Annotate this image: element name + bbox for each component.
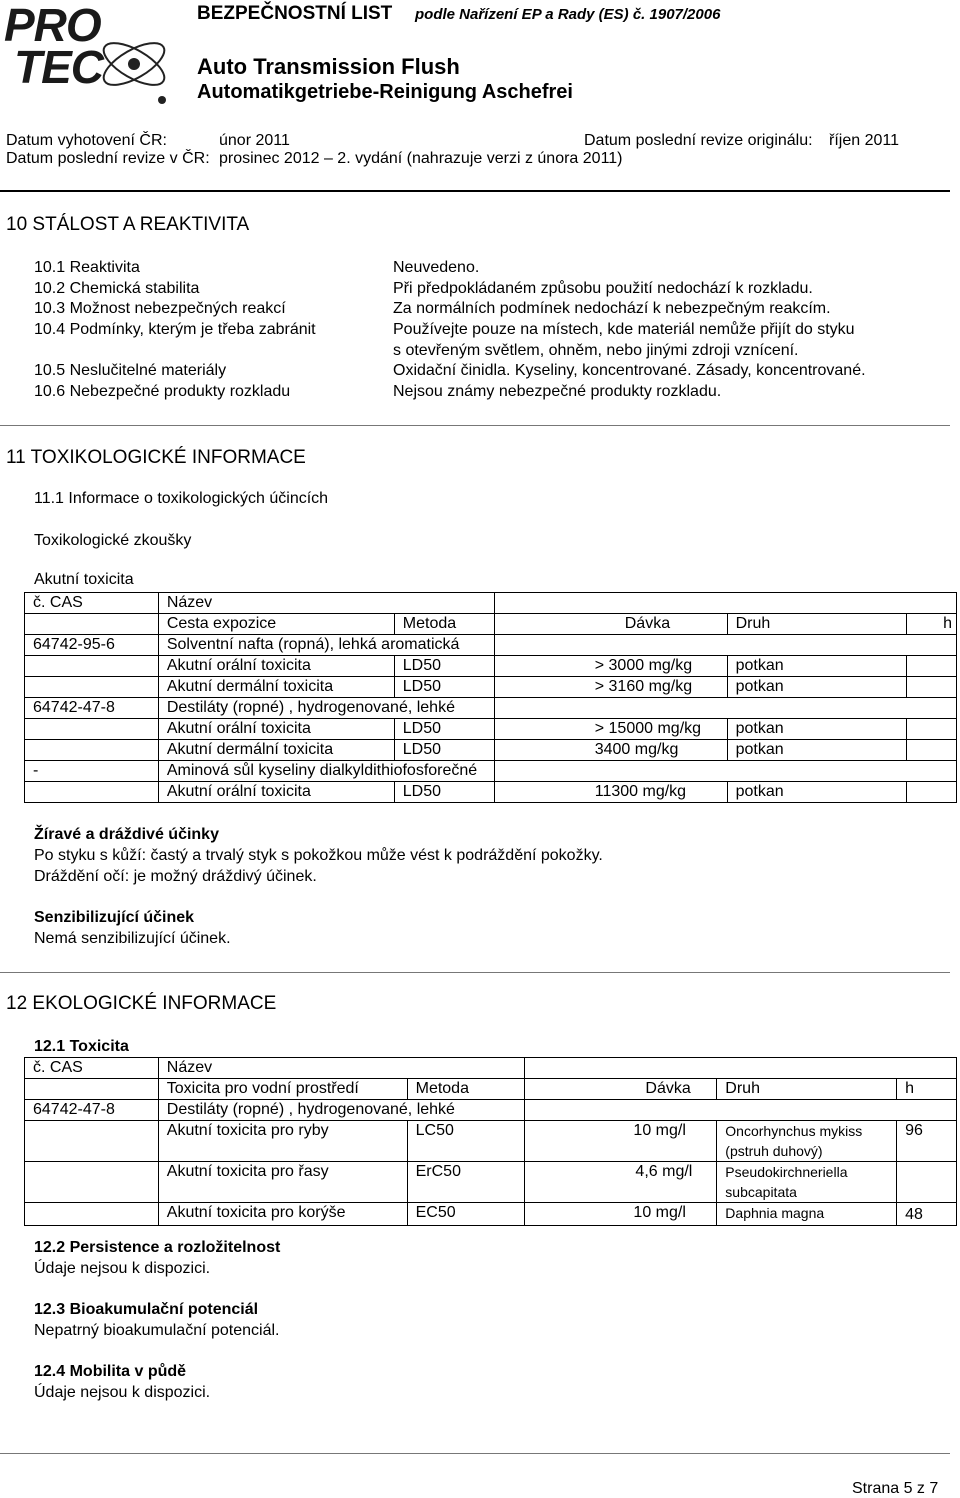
species-line-2: (pstruh duhový) bbox=[725, 1143, 823, 1159]
table-row bbox=[25, 656, 957, 677]
s10-label-4: 10.4 Podmínky, kterým je třeba zabránit bbox=[34, 321, 316, 338]
col-header-species: Druh bbox=[717, 1079, 897, 1100]
cz-revision-label: Datum poslední revize v ČR: bbox=[6, 150, 210, 167]
col-header-name: Název bbox=[158, 1058, 525, 1079]
section-12-title: 12 EKOLOGICKÉ INFORMACE bbox=[6, 993, 277, 1014]
created-label: Datum vyhotovení ČR: bbox=[6, 132, 167, 149]
species-line-2: subcapitata bbox=[725, 1184, 797, 1200]
route: Akutní orální toxicita bbox=[158, 656, 394, 677]
method: LD50 bbox=[394, 719, 494, 740]
footer-divider bbox=[0, 1453, 950, 1454]
test-type: Akutní toxicita pro korýše bbox=[158, 1203, 407, 1226]
substance-name: Solventní nafta (ropná), lehká aromatická bbox=[158, 635, 494, 656]
acute-toxicity-table bbox=[24, 592, 957, 803]
s10-label-3: 10.3 Možnost nebezpečných reakcí bbox=[34, 300, 286, 317]
table-row bbox=[25, 677, 957, 698]
method: ErC50 bbox=[407, 1162, 525, 1203]
section-10-title: 10 STÁLOST A REAKTIVITA bbox=[6, 214, 250, 235]
species bbox=[717, 1162, 897, 1203]
hours: 96 bbox=[897, 1121, 957, 1162]
route: Akutní orální toxicita bbox=[158, 782, 394, 803]
substance-name: Aminová sůl kyseliny dialkyldithiofosforečné bbox=[158, 761, 494, 782]
document-type: BEZPEČNOSTNÍ LIST bbox=[197, 3, 393, 24]
hours bbox=[897, 1162, 957, 1203]
corrosive-text-1: Po styku s kůží: častý a trvalý styk s pokožkou může vést k podráždění pokožky. bbox=[34, 847, 603, 864]
method: LC50 bbox=[407, 1121, 525, 1162]
dose: 11300 mg/kg bbox=[494, 782, 727, 803]
col-header-route: Cesta expozice bbox=[158, 614, 394, 635]
col-header-cas: č. CAS bbox=[25, 593, 159, 614]
header-divider bbox=[0, 190, 950, 192]
col-header-method: Metoda bbox=[407, 1079, 525, 1100]
page-number: Strana 5 z 7 bbox=[852, 1480, 939, 1497]
s10-label-1: 10.1 Reaktivita bbox=[34, 259, 140, 276]
species: potkan bbox=[727, 656, 906, 677]
col-header-env: Toxicita pro vodní prostředí bbox=[158, 1079, 407, 1100]
section-10-divider bbox=[0, 425, 950, 426]
species: potkan bbox=[727, 719, 906, 740]
logo-text-tec: TEC bbox=[14, 41, 103, 93]
test-type: Akutní toxicita pro ryby bbox=[158, 1121, 407, 1162]
species: potkan bbox=[727, 740, 906, 761]
method: LD50 bbox=[394, 782, 494, 803]
s10-value-4: Používejte pouze na místech, kde materiál nemůže přijít do styku bbox=[393, 321, 855, 338]
orig-revision-value: říjen 2011 bbox=[829, 132, 899, 149]
bioaccumulation-heading: 12.3 Bioakumulační potenciál bbox=[34, 1301, 259, 1318]
table-row bbox=[25, 1203, 957, 1226]
cas-number: 64742-95-6 bbox=[25, 635, 159, 656]
dose: 3400 mg/kg bbox=[494, 740, 727, 761]
table-header-row bbox=[25, 1058, 957, 1079]
species-line-1: Oncorhynchus mykiss bbox=[725, 1123, 863, 1139]
col-header-method: Metoda bbox=[394, 614, 494, 635]
dose: 4,6 mg/l bbox=[525, 1162, 717, 1203]
cz-revision-value: prosinec 2012 – 2. vydání (nahrazuje verzi z února 2011) bbox=[219, 150, 623, 167]
s10-value-2: Při předpokládaném způsobu použití nedochází k rozkladu. bbox=[393, 280, 813, 297]
table-subheader-row bbox=[25, 614, 957, 635]
section-11-divider bbox=[0, 972, 950, 973]
col-header-dose: Dávka bbox=[525, 1079, 717, 1100]
s12-toxicity-heading: 12.1 Toxicita bbox=[34, 1038, 129, 1055]
table-row bbox=[25, 719, 957, 740]
s10-value-3: Za normálních podmínek nedochází k nebezpečným reakcím. bbox=[393, 300, 831, 317]
substance-name: Destiláty (ropné) , hydrogenované, lehké bbox=[158, 1100, 525, 1121]
dose: 10 mg/l bbox=[525, 1203, 717, 1226]
s10-label-5: 10.5 Neslučitelné materiály bbox=[34, 362, 227, 379]
hours: 48 bbox=[897, 1203, 957, 1226]
test-type: Akutní toxicita pro řasy bbox=[158, 1162, 407, 1203]
route: Akutní dermální toxicita bbox=[158, 677, 394, 698]
dose: > 15000 mg/kg bbox=[494, 719, 727, 740]
persistence-text: Údaje nejsou k dispozici. bbox=[34, 1260, 211, 1277]
sensitization-heading: Senzibilizující účinek bbox=[34, 909, 195, 926]
table-row bbox=[25, 1100, 957, 1121]
created-value: únor 2011 bbox=[219, 132, 290, 149]
eco-toxicity-table bbox=[24, 1057, 957, 1226]
tox-tests-heading: Toxikologické zkoušky bbox=[34, 532, 192, 549]
bioaccumulation-text: Nepatrný bioakumulační potenciál. bbox=[34, 1322, 280, 1339]
species-line-1: Daphnia magna bbox=[725, 1205, 825, 1221]
corrosive-text-2: Dráždění očí: je možný dráždivý účinek. bbox=[34, 868, 317, 885]
col-header-cas: č. CAS bbox=[25, 1058, 159, 1079]
dose: > 3000 mg/kg bbox=[494, 656, 727, 677]
section-11-title: 11 TOXIKOLOGICKÉ INFORMACE bbox=[6, 447, 306, 468]
species bbox=[717, 1121, 897, 1162]
orig-revision-label: Datum poslední revize originálu: bbox=[584, 132, 813, 149]
s10-value-4b: s otevřeným světlem, ohněm, nebo jinými zdroji vznícení. bbox=[393, 342, 799, 359]
method: LD50 bbox=[394, 740, 494, 761]
table-header-row bbox=[25, 593, 957, 614]
mobility-text: Údaje nejsou k dispozici. bbox=[34, 1384, 211, 1401]
table-row bbox=[25, 782, 957, 803]
route: Akutní dermální toxicita bbox=[158, 740, 394, 761]
acute-toxicity-heading: Akutní toxicita bbox=[34, 571, 134, 588]
dose: > 3160 mg/kg bbox=[494, 677, 727, 698]
s11-subheading: 11.1 Informace o toxikologických účincích bbox=[34, 490, 329, 507]
logo-text-pro: PRO bbox=[4, 0, 101, 51]
table-row bbox=[25, 698, 957, 719]
s10-value-1: Neuvedeno. bbox=[393, 259, 480, 276]
table-row bbox=[25, 740, 957, 761]
species bbox=[717, 1203, 897, 1226]
col-header-h: h bbox=[907, 614, 957, 635]
persistence-heading: 12.2 Persistence a rozložitelnost bbox=[34, 1239, 281, 1256]
substance-name: Destiláty (ropné) , hydrogenované, lehké bbox=[158, 698, 494, 719]
product-name-de: Automatikgetriebe-Reinigung Aschefrei bbox=[197, 81, 573, 103]
method: LD50 bbox=[394, 677, 494, 698]
species: potkan bbox=[727, 677, 906, 698]
protec-logo bbox=[4, 2, 194, 112]
table-row bbox=[25, 761, 957, 782]
product-name: Auto Transmission Flush bbox=[197, 54, 460, 79]
dose: 10 mg/l bbox=[525, 1121, 717, 1162]
corrosive-heading: Žíravé a dráždivé účinky bbox=[34, 826, 219, 843]
table-row bbox=[25, 1121, 957, 1162]
regulation: podle Nařízení EP a Rady (ES) č. 1907/2006 bbox=[415, 6, 721, 23]
mobility-heading: 12.4 Mobilita v půdě bbox=[34, 1363, 187, 1380]
method: EC50 bbox=[407, 1203, 525, 1226]
table-row bbox=[25, 635, 957, 656]
method: LD50 bbox=[394, 656, 494, 677]
cas-number: - bbox=[25, 761, 159, 782]
s10-label-2: 10.2 Chemická stabilita bbox=[34, 280, 200, 297]
s10-label-6: 10.6 Nebezpečné produkty rozkladu bbox=[34, 383, 291, 400]
col-header-h: h bbox=[897, 1079, 957, 1100]
col-header-dose: Dávka bbox=[494, 614, 727, 635]
cas-number: 64742-47-8 bbox=[25, 1100, 159, 1121]
col-header-name: Název bbox=[158, 593, 494, 614]
table-row bbox=[25, 1162, 957, 1203]
col-header-species: Druh bbox=[727, 614, 906, 635]
s10-value-5: Oxidační činidla. Kyseliny, koncentrované. Zásady, koncentrované. bbox=[393, 362, 866, 379]
table-subheader-row bbox=[25, 1079, 957, 1100]
cas-number: 64742-47-8 bbox=[25, 698, 159, 719]
sensitization-text: Nemá senzibilizující účinek. bbox=[34, 930, 231, 947]
s10-value-6: Nejsou známy nebezpečné produkty rozkladu. bbox=[393, 383, 722, 400]
species-line-1: Pseudokirchneriella bbox=[725, 1164, 848, 1180]
species: potkan bbox=[727, 782, 906, 803]
route: Akutní orální toxicita bbox=[158, 719, 394, 740]
